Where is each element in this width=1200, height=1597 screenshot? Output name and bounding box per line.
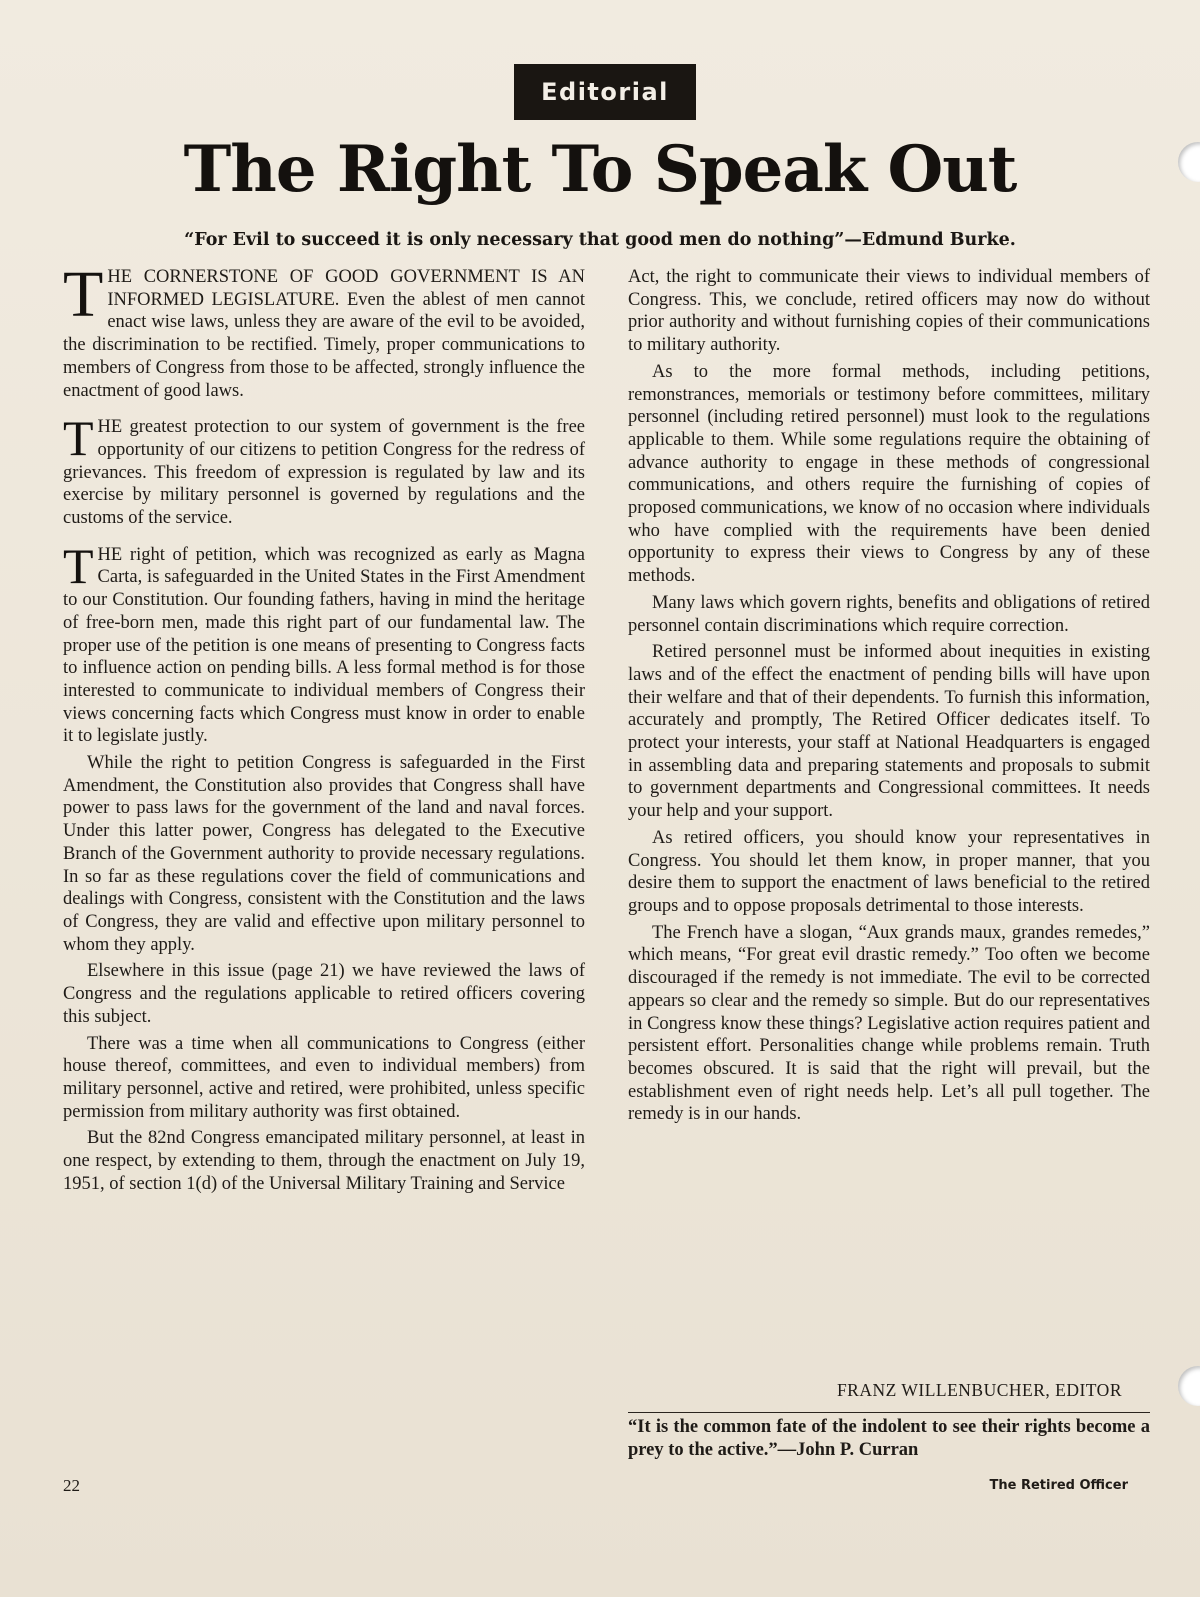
drop-cap: T xyxy=(63,410,94,467)
paragraph-text: HE greatest protection to our system of government is the free opportunity of our citizens to petition Congress for the redress of grievances. This freedom of expression is regulated by law and its exercise by military personnel is governed by regulations and the customs of the service. xyxy=(63,417,585,529)
section-label: Editorial xyxy=(514,64,696,120)
left-column xyxy=(63,258,585,1195)
paragraph: Act, the right to communicate their views to individual members of Congress. This, we conclude, retired officers may now do without prior authority and without furnishing copies of their communications to military authority. xyxy=(628,267,1150,356)
paragraph: While the right to petition Congress is safeguarded in the First Amendment, the Constitution also provides that Congress shall have power to pass laws for the government of the land and naval forces. Under this latter power, Congress has delegated to the Executive Branch of the Government authority to provide necessary regulations. In so far as these regulations cover the field of communications and dealings with Congress, consistent with the Constitution and the laws of Congress, they are valid and effective upon military personnel to whom they apply. xyxy=(63,753,585,955)
paragraph: Elsewhere in this issue (page 21) we have reviewed the laws of Congress and the regulations applicable to retired officers covering this subject. xyxy=(63,961,585,1027)
paragraph: The French have a slogan, “Aux grands maux, grandes remedes,” which means, “For great evil drastic remedy.” Too often we become discouraged if the remedy is not immediate. The evil to be corrected appears so clear and the remedy so simple. But do our representatives in Congress know these things? Legislative action requires patient and persistent effort. Personalities change while problems remain. Truth becomes obscured. It is said that the right will prevail, but the establishment even of right needs help. Let’s all pull together. The remedy is in our hands. xyxy=(628,922,1150,1125)
paragraph: Retired personnel must be informed about inequities in existing laws and of the effect the enactment of pending bills will have upon their welfare and that of their dependents. To furnish this information, accurately and promptly, The Retired Officer dedicates itself. To protect your interests, your staff at National Headquarters is engaged in assembling data and preparing statements and proposals to submit to government departments and Congressional committees. It needs your help and your support. xyxy=(628,642,1150,822)
drop-cap: T xyxy=(63,537,94,594)
paragraph-text: HE right of petition, which was recognized as early as Magna Carta, is safeguarded in the United States in the First Amendment to our Constitution. Our founding fathers, having in mind the heritage of free-born men, made this right part of our fundamental law. The proper use of the petition is one means of presenting to Congress facts to influence action on pending bills. A less formal method is for those interested to communicate to individual members of Congress their views concerning facts which Congress must know in order to enable it to legislate justly. xyxy=(63,544,585,747)
right-column xyxy=(628,266,1150,1126)
paragraph xyxy=(63,410,585,530)
publication-name: The Retired Officer xyxy=(989,1478,1128,1493)
paragraph xyxy=(63,258,585,402)
editor-signature: FRANZ WILLENBUCHER, EDITOR xyxy=(836,1380,1122,1400)
paragraph-text: HE CORNERSTONE OF GOOD GOVERNMENT IS AN INFORMED LEGISLATURE. Even the ablest of men cannot enact wise laws, unless they are aware of the evil to be avoided, the discrimination to be rectified. Timely, proper communications to members of Congress from those to be affected, strongly influence the enactment of good laws. xyxy=(63,267,585,401)
paragraph: But the 82nd Congress emancipated military personnel, at least in one respect, by extending to them, through the enactment on July 19, 1951, of section 1(d) of the Universal Military Training and Service xyxy=(63,1128,585,1194)
binder-hole xyxy=(1178,1366,1200,1406)
paragraph xyxy=(63,537,585,748)
paragraph: As retired officers, you should know your representatives in Congress. You should let them know, in proper manner, that you desire them to support the enactment of laws beneficial to the retired groups and to oppose proposals detrimental to those interests. xyxy=(628,827,1150,916)
paragraph: There was a time when all communications to Congress (either house thereof, committees, and even to individual members) from military personnel, active and retired, were prohibited, unless specific permission from military authority was first obtained. xyxy=(63,1033,585,1122)
epigraph-top: “For Evil to succeed it is only necessary that good men do nothing”—Edmund Burke. xyxy=(184,230,1016,250)
divider xyxy=(628,1412,1150,1413)
headline: The Right To Speak Out xyxy=(183,132,1017,207)
page-number: 22 xyxy=(63,1476,80,1495)
paragraph: Many laws which govern rights, benefits and obligations of retired personnel contain discriminations which require correction. xyxy=(628,592,1150,636)
drop-cap: T xyxy=(63,258,104,331)
paragraph: As to the more formal methods, including petitions, remonstrances, memorials or testimony before committees, military personnel (including retired personnel) must look to the regulations applicable to them. While some regulations require the obtaining of advance authority to engage in these methods of congressional communications, and others require the furnishing of copies of proposed communications, we know of no occasion where individuals who have complied with the requirements have been denied opportunity to express their views to Congress by any of these methods. xyxy=(628,361,1150,587)
epigraph-bottom: “It is the common fate of the indolent to see their rights become a prey to the active.”—John P. Curran xyxy=(628,1417,1150,1460)
